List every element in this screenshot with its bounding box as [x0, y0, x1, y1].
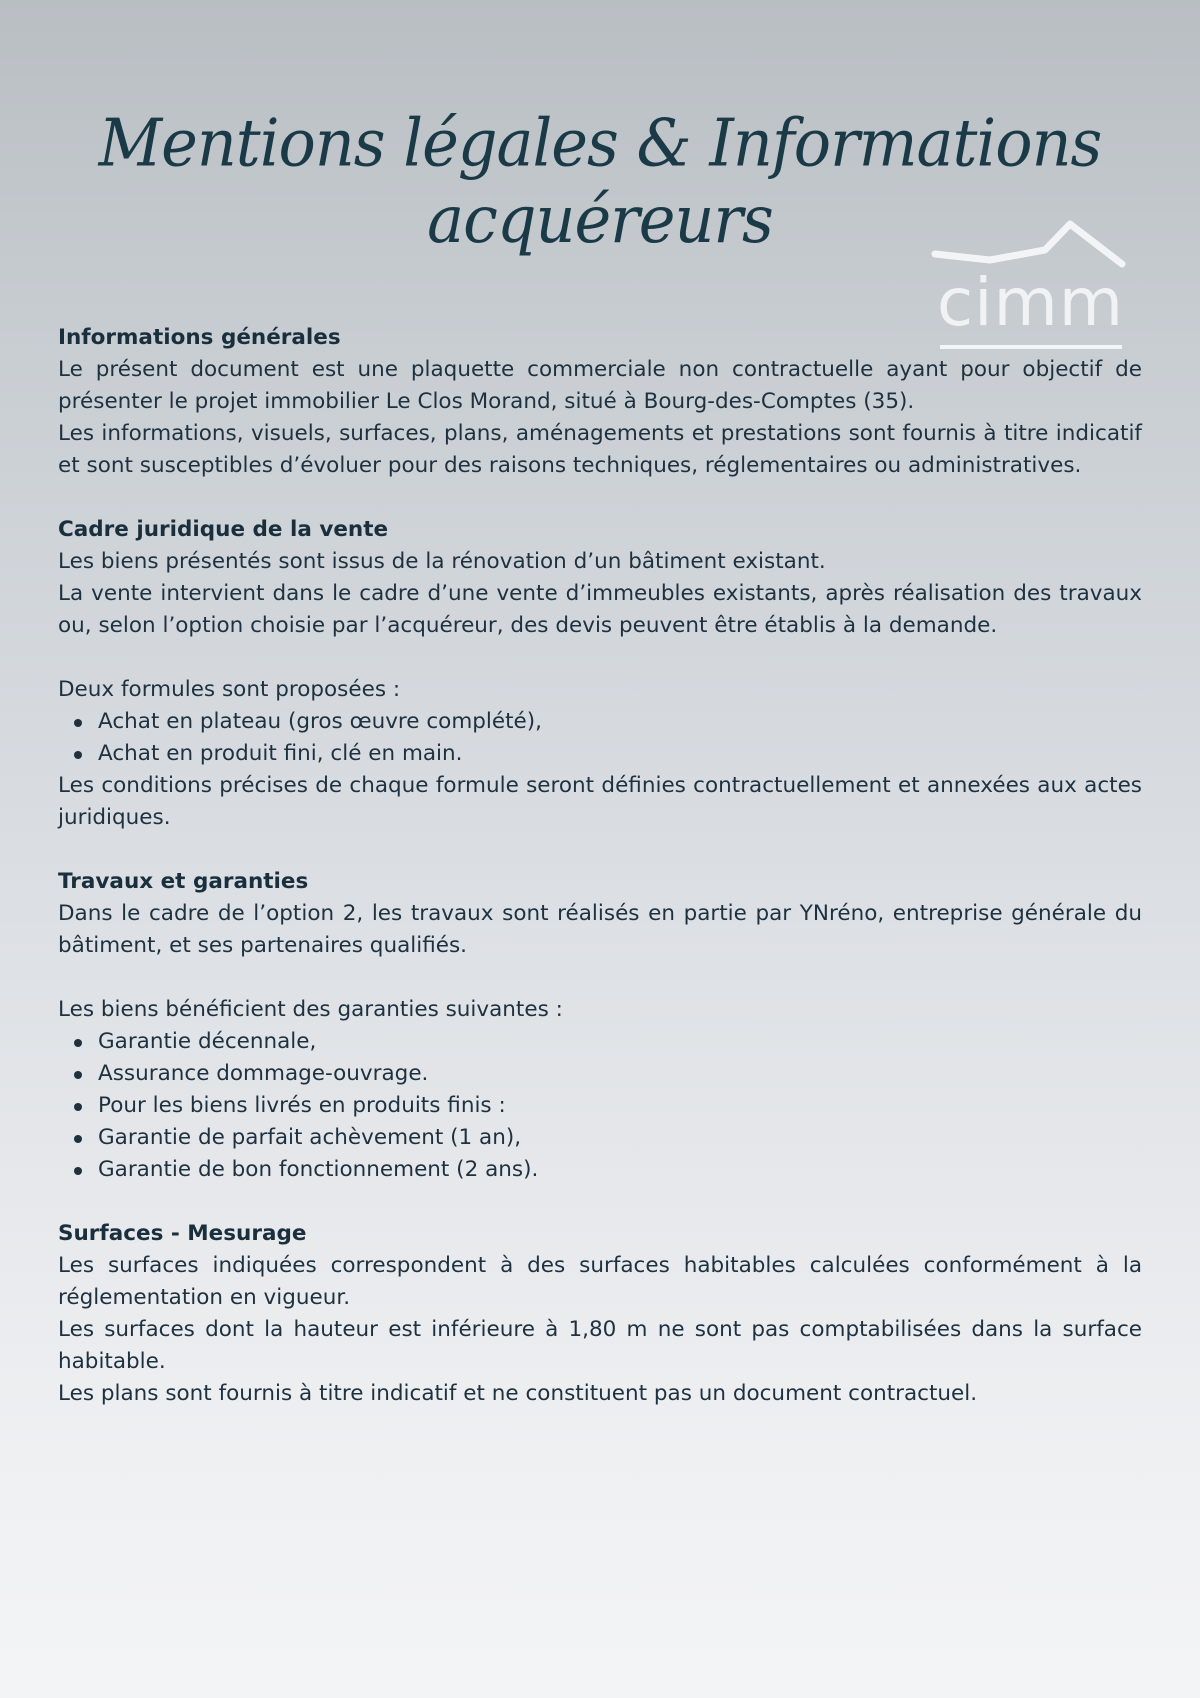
- list-item: Achat en plateau (gros œuvre complété),: [98, 706, 1142, 738]
- paragraph: La vente intervient dans le cadre d’une vente d’immeubles existants, après réalisation des travaux ou, selon l’option choisie par l’acquéreur, des devis peuvent être établis à la demande.: [58, 581, 1142, 638]
- paragraph: Les plans sont fournis à titre indicatif et ne constituent pas un document contractuel.: [58, 1381, 978, 1406]
- section-heading: Informations générales: [58, 325, 341, 350]
- section-surfaces-mesurage: [58, 1218, 1142, 1410]
- list-item: Garantie de bon fonctionnement (2 ans).: [98, 1154, 1142, 1186]
- section-heading: Travaux et garanties: [58, 869, 309, 894]
- page-title: Mentions légales & Informations acquéreurs: [98, 104, 1102, 258]
- list-item: Garantie décennale,: [98, 1026, 1142, 1058]
- paragraph: Les biens présentés sont issus de la rénovation d’un bâtiment existant.: [58, 549, 826, 574]
- paragraph: Dans le cadre de l’option 2, les travaux sont réalisés en partie par YNréno, entreprise générale du bâtiment, et ses partenaires qualifiés.: [58, 901, 1142, 958]
- legal-content: [58, 322, 1142, 1442]
- paragraph: Les conditions précises de chaque formule seront définies contractuellement et annexées aux actes juridiques.: [58, 773, 1142, 830]
- list-item: Garantie de parfait achèvement (1 an),: [98, 1122, 1142, 1154]
- section-heading: Cadre juridique de la vente: [58, 517, 389, 542]
- logo-wordmark: cimm: [936, 264, 1125, 341]
- paragraph: Les surfaces indiquées correspondent à des surfaces habitables calculées conformément à la réglementation en vigueur.: [58, 1253, 1142, 1310]
- section-cadre-juridique: [58, 514, 1142, 834]
- garanties-list: [58, 1026, 1142, 1186]
- list-item: Assurance dommage-ouvrage.: [98, 1058, 1142, 1090]
- formules-list: [58, 706, 1142, 770]
- list-item: Pour les biens livrés en produits finis :: [98, 1090, 1142, 1122]
- section-informations-generales: [58, 322, 1142, 482]
- section-heading: Surfaces - Mesurage: [58, 1221, 307, 1246]
- paragraph: Les surfaces dont la hauteur est inférieure à 1,80 m ne sont pas comptabilisées dans la surface habitable.: [58, 1317, 1142, 1374]
- paragraph: Le présent document est une plaquette commerciale non contractuelle ayant pour objectif de présenter le projet immobilier Le Clos Morand, situé à Bourg-des-Comptes (35).: [58, 357, 1142, 414]
- paragraph: Deux formules sont proposées :: [58, 677, 401, 702]
- section-travaux-garanties: [58, 866, 1142, 1186]
- list-item: Achat en produit fini, clé en main.: [98, 738, 1142, 770]
- paragraph: Les biens bénéficient des garanties suivantes :: [58, 997, 563, 1022]
- paragraph: Les informations, visuels, surfaces, plans, aménagements et prestations sont fournis à titre indicatif et sont susceptibles d’évoluer pour des raisons techniques, réglementaires ou administratives.: [58, 421, 1142, 478]
